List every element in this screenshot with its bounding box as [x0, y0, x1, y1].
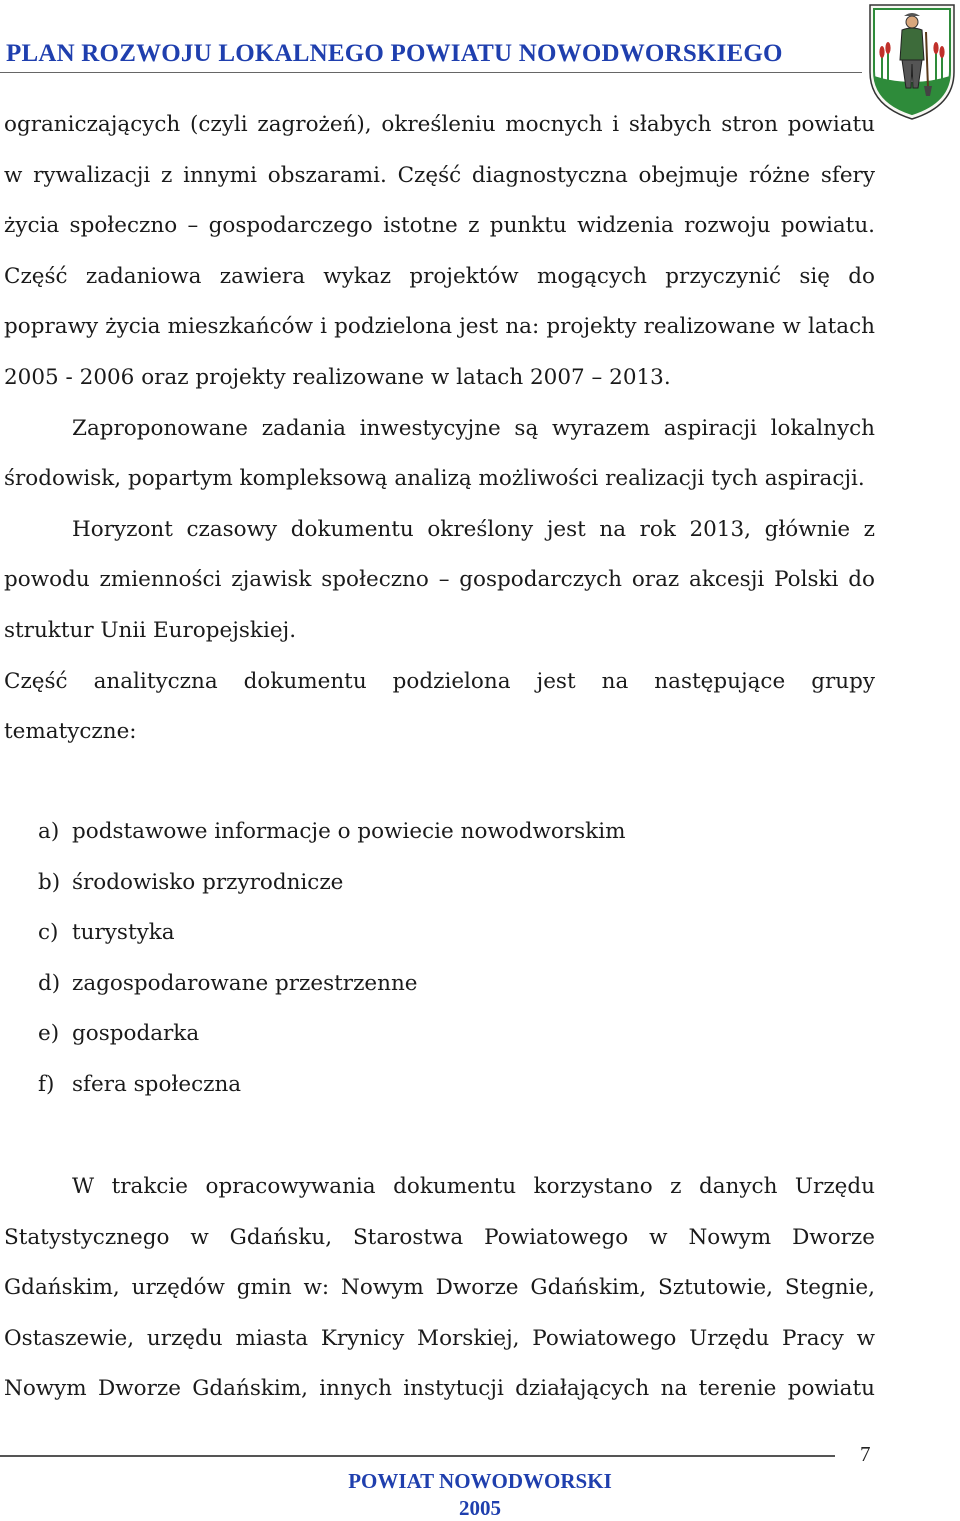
list-marker: d) — [38, 970, 61, 996]
list-item-text: turystyka — [72, 920, 175, 946]
list-item — [38, 1009, 625, 1060]
closing-text — [4, 1162, 875, 1415]
main-text — [4, 100, 875, 758]
paragraph-investments: Zaproponowane zadania inwestycyjne są wyrazem aspiracji lokalnych środowisk, popartym kompleksową analizą możliwości realizacji tych aspiracji. — [4, 415, 875, 492]
paragraph-time-horizon: Horyzont czasowy dokumentu określony jest na rok 2013, głównie z powodu zmienności zjawisk społeczno – gospodarczych oraz akcesji Polski do struktur Unii Europejskiej. — [4, 516, 875, 643]
paragraph-data-sources: W trakcie opracowywania dokumentu korzystano z danych Urzędu Statystycznego w Gdańsku, Starostwa Powiatowego w Nowym Dworze Gdańskim, urzędów gmin w: Nowym Dworze Gdańskim, Sztutowie, Stegnie, Ostaszewie, urzędu miasta Krynicy Morskiej, Powiatowego Urzędu Pracy w Nowym Dworze Gdańskim, innych instytucji działających na terenie powiatu — [4, 1174, 875, 1402]
list-marker: c) — [38, 920, 59, 946]
footer-year: 2005 — [459, 1496, 501, 1520]
coat-of-arms-icon — [866, 2, 958, 122]
list-item — [38, 807, 625, 858]
list-item — [38, 1060, 625, 1111]
thematic-groups-list — [38, 807, 625, 1111]
list-marker: a) — [38, 819, 60, 844]
list-marker: b) — [38, 869, 61, 895]
list-item-text: podstawowe informacje o powiecie nowodworskim — [72, 819, 626, 844]
page-number: 7 — [860, 1442, 871, 1466]
paragraph-analytic-groups: Część analityczna dokumentu podzielona jest na następujące grupy tematyczne: — [4, 668, 875, 745]
list-item — [38, 908, 625, 959]
list-item-text: środowisko przyrodnicze — [72, 869, 344, 895]
list-item-text: gospodarka — [72, 1021, 200, 1047]
list-item — [38, 959, 625, 1010]
list-item-text: sfera społeczna — [72, 1071, 242, 1097]
document-header-title: PLAN ROZWOJU LOKALNEGO POWIATU NOWODWORSKIEGO — [6, 40, 783, 67]
list-marker: f) — [38, 1071, 55, 1097]
header-divider — [0, 72, 862, 73]
footer-title: POWIAT NOWODWORSKI — [348, 1469, 612, 1493]
list-item — [38, 858, 625, 909]
list-item-text: zagospodarowane przestrzenne — [72, 970, 418, 996]
paragraph-intro: ograniczających (czyli zagrożeń), określeniu mocnych i słabych stron powiatu w rywalizacji z innymi obszarami. Część diagnostyczna obejmuje różne sfery życia społeczno – gospodarczego istotne z punktu widzenia rozwoju powiatu. Część zadaniowa zawiera wykaz projektów mogących przyczynić się do poprawy życia mieszkańców i podzielona jest na: projekty realizowane w latach 2005 - 2006 oraz projekty realizowane w latach 2007 – 2013. — [4, 112, 875, 390]
footer-divider — [0, 1455, 835, 1457]
list-marker: e) — [38, 1021, 60, 1047]
